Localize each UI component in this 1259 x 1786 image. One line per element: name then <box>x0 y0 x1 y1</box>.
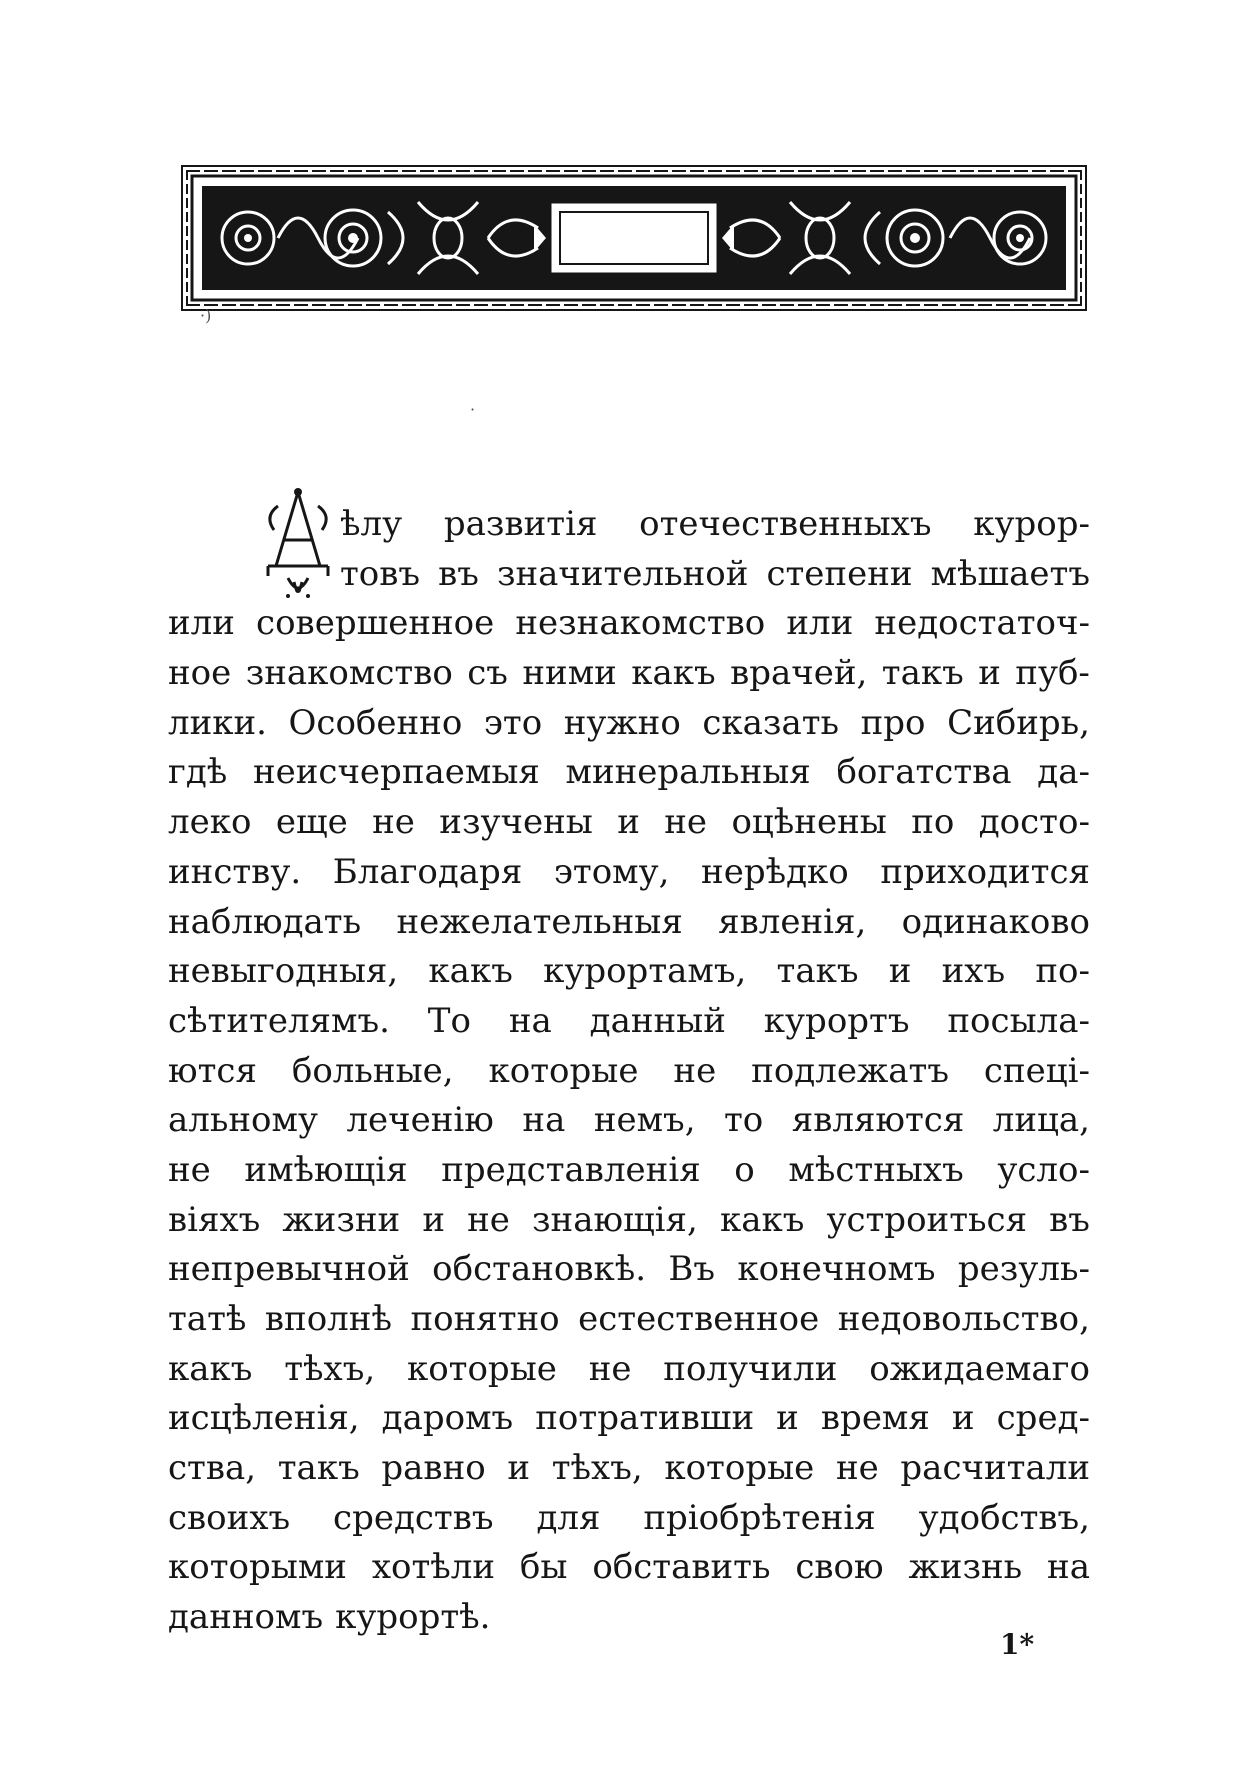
word: пріобрѣтенія <box>643 1497 876 1538</box>
word: которыми <box>168 1547 347 1588</box>
headpiece-ornament-graphic <box>178 162 1090 314</box>
word: получили <box>663 1348 838 1389</box>
text-line <box>168 997 1090 1047</box>
word: ются <box>168 1050 257 1091</box>
word: віяхъ <box>168 1199 261 1240</box>
word: жизни <box>282 1199 401 1240</box>
word: въ <box>1049 1199 1090 1240</box>
word: степени <box>766 553 913 594</box>
word: не <box>673 1050 717 1091</box>
word: устроиться <box>826 1199 1028 1240</box>
word: леко <box>168 802 252 843</box>
word: не <box>835 1448 879 1489</box>
word: или <box>168 603 235 644</box>
word: курортамъ, <box>543 951 747 992</box>
word: о <box>734 1149 755 1190</box>
word: больные, <box>291 1050 454 1091</box>
word: и <box>422 1199 445 1240</box>
word: врачей, <box>730 653 868 694</box>
word: тѣхъ, <box>551 1448 643 1489</box>
word: усло- <box>997 1149 1090 1190</box>
word: изучены <box>439 802 593 843</box>
word: немъ, <box>593 1100 696 1141</box>
stray-ink-dot: · <box>470 400 476 419</box>
word: въ <box>438 553 479 594</box>
word: курортѣ. <box>335 1597 491 1638</box>
text-line <box>168 1096 1090 1146</box>
word: естественное <box>578 1299 820 1339</box>
word: расчитали <box>900 1448 1090 1489</box>
word: про <box>860 702 926 743</box>
word: незнакомство <box>515 603 766 644</box>
text-line <box>168 1494 1090 1544</box>
word: для <box>536 1497 601 1538</box>
word: исцѣленія, <box>168 1398 360 1439</box>
text-line <box>168 947 1090 997</box>
text-line <box>168 748 1090 798</box>
word: равно <box>381 1448 486 1489</box>
word: татѣ <box>168 1299 247 1339</box>
word: ожидаемаго <box>869 1348 1090 1389</box>
text-line <box>168 1345 1090 1395</box>
word: нерѣдко <box>701 851 849 892</box>
ornamental-headpiece <box>178 162 1090 314</box>
word: нежелательныя <box>396 901 683 942</box>
signature-mark: 1* <box>1000 1628 1035 1661</box>
word: и <box>507 1448 531 1489</box>
word: хотѣли <box>371 1547 496 1588</box>
word: потративши <box>535 1398 755 1439</box>
text-line <box>168 649 1090 699</box>
word: неисчерпаемыя <box>252 752 540 793</box>
word: минеральныя <box>565 752 811 793</box>
word: съ <box>467 653 508 694</box>
word: своихъ <box>168 1497 291 1538</box>
word: резуль- <box>957 1249 1090 1290</box>
word: курор- <box>973 504 1090 544</box>
word: на <box>508 1000 552 1041</box>
stray-ink-mark: ·) <box>200 306 212 325</box>
word: сѣтителямъ. <box>168 1000 390 1041</box>
text-line <box>168 1543 1090 1593</box>
word: непревычной <box>168 1249 410 1290</box>
word: сред- <box>996 1398 1090 1439</box>
word: то <box>723 1100 764 1141</box>
word: ѣлу <box>340 504 403 544</box>
text-line <box>340 550 1090 600</box>
word: которые <box>664 1448 815 1489</box>
word: тѣхъ, <box>284 1348 376 1389</box>
word: явленія, <box>718 901 867 942</box>
text-line <box>340 500 1090 550</box>
word: леченію <box>346 1100 494 1141</box>
word: Въ <box>668 1249 716 1290</box>
text-line <box>168 1196 1090 1246</box>
word: средствъ <box>333 1497 494 1538</box>
word: еще <box>275 802 348 843</box>
word: такъ <box>881 653 964 694</box>
word: ихъ <box>941 951 1006 992</box>
word: понятно <box>410 1299 560 1339</box>
word: знающія, <box>532 1199 698 1240</box>
word: не <box>372 802 415 843</box>
word: значительной <box>496 553 749 594</box>
word: ними <box>522 653 617 694</box>
text-line <box>168 898 1090 948</box>
text-line <box>168 1295 1090 1345</box>
word: гдѣ <box>168 752 228 793</box>
word: такъ <box>776 951 859 992</box>
word: Особенно <box>288 702 463 743</box>
word: этому, <box>553 851 670 892</box>
word: вполнѣ <box>264 1299 392 1339</box>
word: которые <box>488 1050 639 1091</box>
word: досто- <box>978 802 1090 843</box>
word: жизнь <box>908 1547 1023 1588</box>
word: курортъ <box>763 1000 910 1041</box>
word: данный <box>589 1000 726 1041</box>
word: не <box>467 1199 510 1240</box>
word: по- <box>1035 951 1090 992</box>
word: и <box>888 951 912 992</box>
word: такъ <box>277 1448 360 1489</box>
word: приходится <box>880 851 1090 892</box>
word: какъ <box>168 1348 253 1389</box>
page-body-text <box>168 500 1090 1643</box>
word: время <box>820 1398 930 1439</box>
word: какъ <box>719 1199 805 1240</box>
word: Сибирь, <box>947 702 1090 743</box>
word: которые <box>406 1348 557 1389</box>
word: удобствъ, <box>918 1497 1090 1538</box>
word: альному <box>168 1100 318 1141</box>
word: данномъ <box>168 1597 324 1638</box>
text-line <box>168 1245 1090 1295</box>
word: и <box>978 653 1001 694</box>
word: обставить <box>592 1547 771 1588</box>
word: То <box>427 1000 471 1041</box>
text-line <box>168 798 1090 848</box>
word: даромъ <box>381 1398 514 1439</box>
word: богатства <box>836 752 1012 793</box>
word: это <box>483 702 543 743</box>
word: подлежатъ <box>751 1050 949 1091</box>
word: наблюдать <box>168 901 362 942</box>
word: по <box>911 802 955 843</box>
word: и <box>776 1398 799 1439</box>
word: невыгодныя, <box>168 951 399 992</box>
word: на <box>522 1100 566 1141</box>
word: и <box>617 802 640 843</box>
word: обстановкѣ. <box>432 1249 647 1290</box>
word: сказать <box>702 702 840 743</box>
word: знакомство <box>245 653 453 694</box>
word: совершенное <box>256 603 495 644</box>
word: какъ <box>428 951 513 992</box>
word: какъ <box>631 653 716 694</box>
word: не <box>588 1348 632 1389</box>
text-line <box>168 848 1090 898</box>
word: инству. <box>168 851 302 892</box>
word: мѣстныхъ <box>788 1149 964 1190</box>
word: представленія <box>441 1149 701 1190</box>
word: недостаточ- <box>874 603 1090 644</box>
text-lines <box>168 500 1090 1643</box>
text-line <box>168 699 1090 749</box>
word: да- <box>1037 752 1090 793</box>
text-line <box>168 599 1090 649</box>
word: имѣющія <box>244 1149 408 1190</box>
word: не <box>664 802 708 843</box>
word: на <box>1047 1547 1090 1588</box>
word: лица, <box>992 1100 1090 1141</box>
text-line <box>168 1593 1090 1643</box>
word: посыла- <box>947 1000 1090 1041</box>
word: отечественныхъ <box>639 504 932 544</box>
word: нужно <box>563 702 681 743</box>
word: товъ <box>340 553 421 594</box>
word: спеці- <box>983 1050 1090 1091</box>
text-line <box>168 1146 1090 1196</box>
word: или <box>786 603 854 644</box>
word: не <box>168 1149 211 1190</box>
word: и <box>951 1398 975 1439</box>
word: свою <box>795 1547 884 1588</box>
word: мѣшаетъ <box>930 553 1090 594</box>
word: являются <box>791 1100 965 1141</box>
word: Благодаря <box>332 851 523 892</box>
drop-cap-initial <box>258 486 338 606</box>
word: бы <box>519 1547 568 1588</box>
word: одинаково <box>901 901 1090 942</box>
word: ства, <box>168 1448 257 1489</box>
word: конечномъ <box>737 1249 936 1290</box>
word: лики. <box>168 702 267 743</box>
text-line <box>168 1394 1090 1444</box>
word: ное <box>168 653 232 694</box>
text-line <box>168 1444 1090 1494</box>
text-line <box>168 1047 1090 1097</box>
word: недовольство, <box>837 1299 1090 1339</box>
word: пуб- <box>1015 653 1090 694</box>
word: развитія <box>443 504 598 544</box>
drop-cap-letter <box>258 486 338 606</box>
word: оцѣнены <box>731 802 887 843</box>
